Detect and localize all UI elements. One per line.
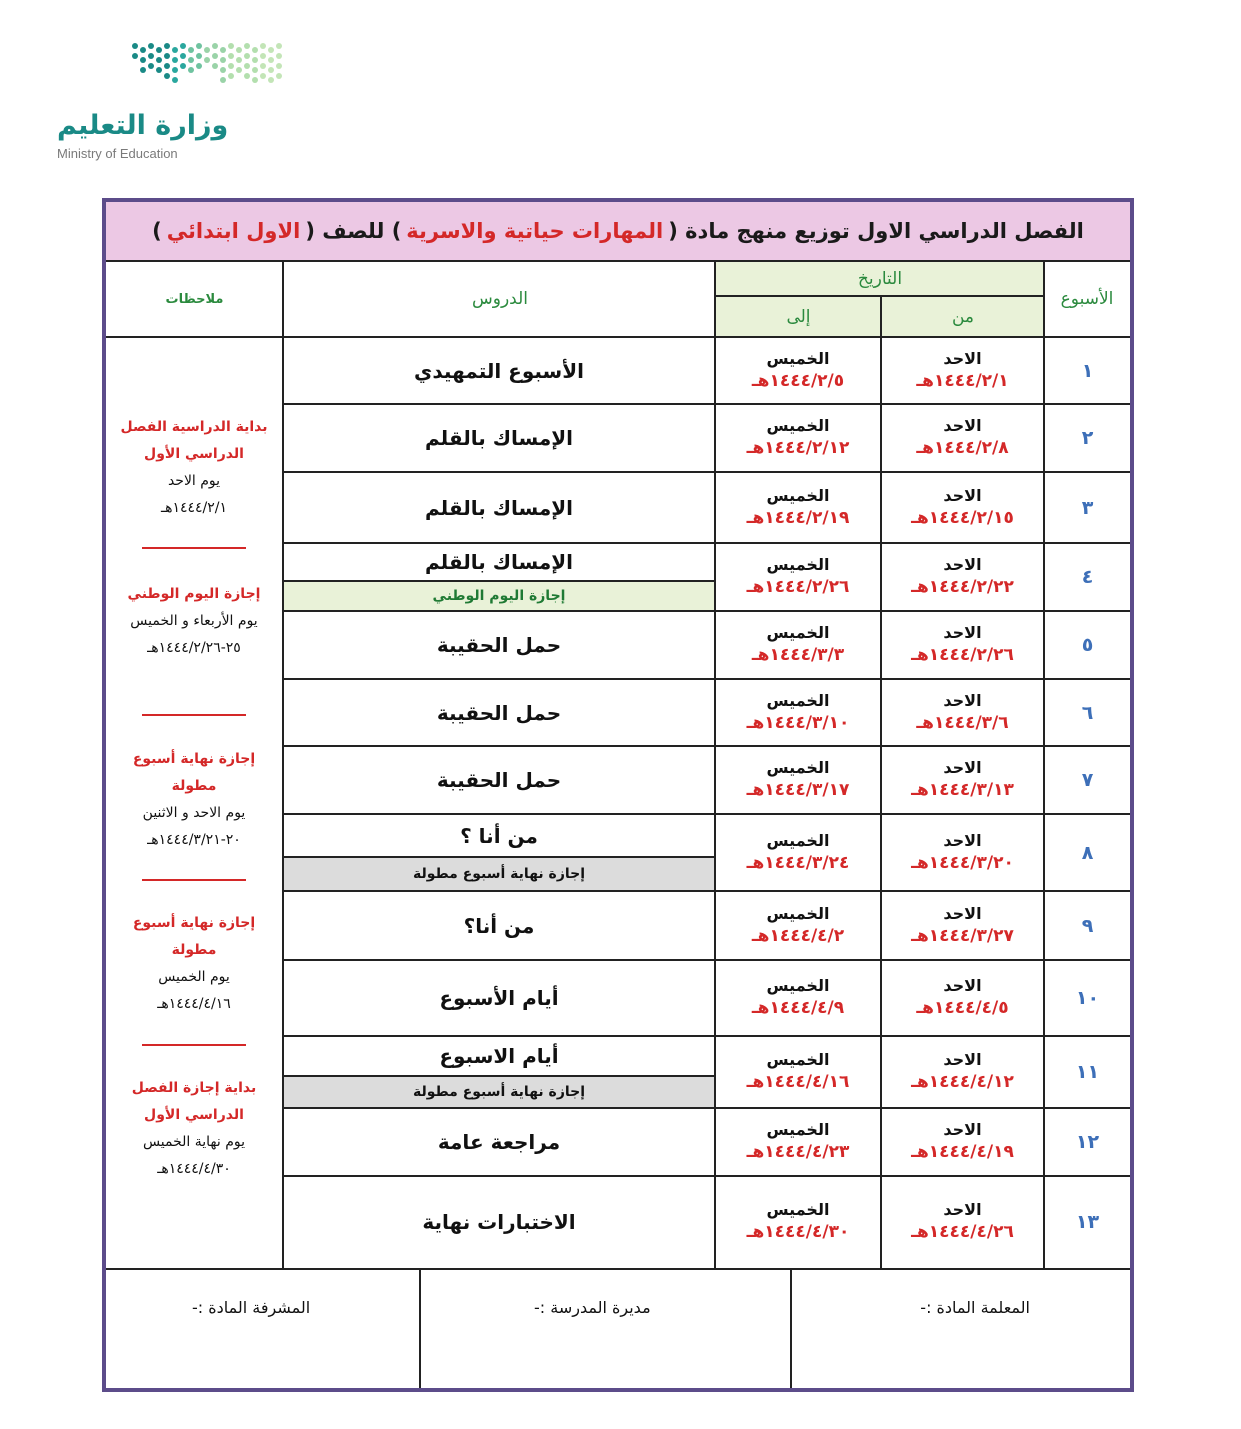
logo-dot (196, 63, 202, 69)
note-block (112, 581, 276, 662)
to-date: ١٤٤٤/٢/٢٦هـ (746, 577, 850, 597)
from-date: ١٤٤٤/٤/٢٦هـ (911, 1222, 1014, 1242)
from-day: الاحد (943, 555, 982, 574)
date-header-line (716, 295, 1044, 297)
to-date: ١٤٤٤/٣/٢٤هـ (746, 852, 850, 873)
to-date-cell (716, 746, 880, 814)
lesson-title: الأسبوع التمهيدي (414, 359, 584, 383)
from-date-cell (882, 960, 1043, 1036)
to-date-cell (716, 611, 880, 679)
from-date-cell (882, 1108, 1043, 1176)
note-detail: يوم الاحد (167, 473, 221, 489)
week-number: ٣ (1081, 496, 1094, 519)
week-number: ٦ (1081, 701, 1094, 724)
week-number: ٢ (1081, 427, 1094, 449)
lesson-title: الإمساك بالقلم (424, 495, 574, 520)
logo-dot (140, 67, 146, 73)
to-date: ١٤٤٤/٣/٣هـ (751, 645, 845, 665)
to-day: الخميس (766, 690, 830, 710)
to-date: ١٤٤٤/٤/٢٣هـ (746, 1142, 850, 1162)
to-date: ١٤٤٤/٢/١٢هـ (746, 438, 850, 458)
from-date: ١٤٤٤/٣/٦هـ (916, 712, 1009, 733)
from-date-cell (882, 338, 1043, 404)
from-day: الاحد (943, 349, 982, 368)
logo-dot (276, 53, 282, 59)
logo-dot (268, 77, 274, 83)
from-day: الاحد (943, 690, 982, 710)
lesson-title: الإمساك بالقلم (424, 426, 574, 450)
week-number: ١٣ (1075, 1211, 1100, 1233)
from-day: الاحد (943, 416, 982, 435)
logo-dot (220, 77, 226, 83)
note-detail: يوم نهاية الخميس (142, 1134, 246, 1150)
logo-dot (244, 63, 250, 69)
from-day: الاحد (943, 1200, 982, 1219)
header-lessons: الدروس (472, 289, 528, 309)
note-title: إجازة نهاية أسبوع مطولة (132, 751, 256, 794)
from-date-cell (882, 1036, 1043, 1108)
to-date-cell (716, 679, 880, 746)
week-number: ١ (1081, 360, 1094, 382)
header-week: الأسبوع (1060, 289, 1114, 309)
logo-dot (180, 63, 186, 69)
logo-dot (220, 57, 226, 63)
logo-dot (156, 67, 162, 73)
from-day: الاحد (943, 903, 982, 923)
week-number: ٥ (1081, 634, 1094, 656)
logo-dot (156, 47, 162, 53)
page-title (106, 202, 1130, 262)
logo-dot (204, 57, 210, 63)
from-date: ١٤٤٤/٣/١٣هـ (911, 780, 1014, 800)
lesson-title: من أنا؟ (463, 913, 535, 938)
logo-dot (228, 53, 234, 59)
note-detail: يوم الخميس (158, 969, 230, 985)
to-day: الخميس (766, 758, 830, 777)
to-date: ١٤٤٤/٤/٢هـ (751, 925, 845, 946)
from-date: ١٤٤٤/٢/٢٢هـ (911, 577, 1014, 597)
to-date: ١٤٤٤/٤/٣٠هـ (746, 1222, 850, 1242)
week-number: ٩ (1081, 914, 1094, 937)
note-detail: ١٤٤٤/٤/٣٠هـ (157, 1161, 231, 1177)
logo-dot (212, 63, 218, 69)
note-detail: ٢٥-١٤٤٤/٢/٢٦هـ (147, 640, 241, 656)
logo-dot (212, 53, 218, 59)
header-notes: ملاحظات (165, 291, 224, 307)
to-date-cell (716, 814, 880, 891)
from-day: الاحد (943, 623, 982, 642)
title-grade: الاول ابتدائي (166, 219, 301, 243)
header-from: من (882, 297, 1044, 336)
logo-dot (252, 67, 258, 73)
logo-dot (236, 47, 242, 53)
to-day: الخميس (766, 1120, 830, 1139)
note-separator (142, 879, 246, 881)
principal-signature: مديرة المدرسة :- (534, 1298, 651, 1317)
to-date-cell (716, 543, 880, 611)
logo-dot (228, 73, 234, 79)
logo-dot (132, 53, 138, 59)
title-text-1: الفصل الدراسي الاول توزيع منهج مادة ( (668, 219, 1084, 243)
week-number: ١٠ (1075, 987, 1100, 1009)
logo-dot (212, 43, 218, 49)
lesson-title: حمل الحقيبة (436, 700, 562, 725)
logo-dot (188, 67, 194, 73)
logo-dot (172, 67, 178, 73)
note-title: بداية الدراسية الفصل الدراسي الأول (120, 419, 268, 462)
logo-dot (132, 43, 138, 49)
week-number: ٤ (1081, 566, 1094, 588)
note-detail: يوم الأربعاء و الخميس (130, 613, 258, 629)
week-number: ٧ (1081, 769, 1094, 791)
logo-dot (244, 53, 250, 59)
to-date: ١٤٤٤/٣/١٧هـ (746, 780, 850, 800)
from-date: ١٤٤٤/٤/٥هـ (916, 998, 1009, 1018)
ministry-logo (55, 38, 295, 168)
to-date-cell (716, 1108, 880, 1176)
logo-dot (260, 73, 266, 79)
note-separator (142, 714, 246, 716)
table-bottom-line (106, 1268, 1130, 1270)
teacher-signature: المعلمة المادة :- (920, 1298, 1030, 1317)
to-day: الخميس (766, 903, 830, 923)
logo-dot (188, 57, 194, 63)
to-date-cell (716, 1036, 880, 1108)
logo-dot (172, 57, 178, 63)
to-date: ١٤٤٤/٤/٩هـ (751, 998, 845, 1018)
from-date-cell (882, 611, 1043, 679)
lesson-title: أيام الاسبوع (439, 1044, 559, 1068)
logo-dot (252, 57, 258, 63)
from-date: ١٤٤٤/٤/١٩هـ (911, 1142, 1014, 1162)
to-date: ١٤٤٤/٢/١٩هـ (746, 507, 850, 528)
lesson-split-line (284, 1075, 714, 1077)
logo-dot (140, 47, 146, 53)
note-block (112, 910, 276, 1018)
header-to: إلى (716, 297, 881, 336)
logo-dot (244, 73, 250, 79)
lesson-split-line (284, 580, 714, 582)
logo-dot (164, 43, 170, 49)
logo-dot (196, 43, 202, 49)
from-date: ١٤٤٤/٢/١هـ (916, 371, 1009, 391)
week-number: ١٢ (1075, 1131, 1100, 1153)
logo-dot (268, 47, 274, 53)
from-date-cell (882, 543, 1043, 611)
note-title: إجازة اليوم الوطني (127, 586, 261, 602)
logo-dot (156, 57, 162, 63)
note-detail: ١٤٤٤/٤/١٦هـ (157, 996, 231, 1012)
logo-dot (164, 63, 170, 69)
lesson-holiday-note: إجازة نهاية أسبوع مطولة (284, 857, 714, 891)
note-separator (142, 547, 246, 549)
logo-dot (260, 43, 266, 49)
logo-dot (148, 43, 154, 49)
logo-dot (204, 47, 210, 53)
from-date: ١٤٤٤/٤/١٢هـ (911, 1072, 1014, 1092)
curriculum-table (102, 198, 1134, 1392)
sig-divider-1 (419, 1270, 421, 1388)
lesson-holiday-note: إجازة نهاية أسبوع مطولة (284, 1076, 714, 1108)
to-day: الخميس (766, 1200, 830, 1219)
from-day: الاحد (943, 830, 982, 850)
to-day: الخميس (766, 555, 830, 574)
note-block (112, 414, 276, 522)
to-day: الخميس (766, 623, 830, 642)
logo-dot (268, 67, 274, 73)
logo-dot (180, 53, 186, 59)
lesson-title: حمل الحقيبة (436, 768, 562, 792)
from-day: الاحد (943, 485, 982, 505)
note-title: إجازة نهاية أسبوع مطولة (132, 915, 256, 958)
logo-dot (236, 67, 242, 73)
sig-divider-2 (790, 1270, 792, 1388)
from-day: الاحد (943, 758, 982, 777)
supervisor-signature: المشرفة المادة :- (192, 1298, 311, 1317)
title-text-2: ) للصف ( (305, 219, 402, 243)
from-date: ١٤٤٤/٢/١٥هـ (911, 507, 1014, 528)
lesson-title: الاختبارات نهاية (422, 1210, 576, 1234)
logo-dots-icon (55, 38, 295, 108)
logo-dot (228, 43, 234, 49)
note-block (112, 1075, 276, 1183)
note-detail: يوم الاحد و الاثنين (142, 805, 246, 821)
logo-dot (268, 57, 274, 63)
week-number: ١١ (1075, 1061, 1100, 1083)
header-date: التاريخ (716, 262, 1044, 296)
logo-dot (276, 73, 282, 79)
to-day: الخميس (766, 485, 830, 505)
logo-dot (260, 53, 266, 59)
lesson-holiday-note: إجازة اليوم الوطني (284, 581, 714, 611)
from-day: الاحد (943, 1050, 982, 1069)
logo-dot (228, 63, 234, 69)
to-day: الخميس (766, 349, 830, 368)
note-separator (142, 1044, 246, 1046)
logo-dot (252, 77, 258, 83)
to-day: الخميس (766, 830, 830, 850)
logo-dot (196, 53, 202, 59)
logo-dot (252, 47, 258, 53)
lesson-title: أيام الأسبوع (439, 986, 559, 1010)
note-detail: ٢٠-١٤٤٤/٣/٢١هـ (147, 832, 241, 848)
logo-dot (276, 43, 282, 49)
to-date-cell (716, 891, 880, 960)
logo-dot (140, 57, 146, 63)
title-subject: المهارات حياتية والاسرية (406, 219, 664, 243)
logo-dot (260, 63, 266, 69)
note-detail: ١٤٤٤/٢/١هـ (160, 500, 228, 516)
logo-dot (276, 63, 282, 69)
from-date-cell (882, 746, 1043, 814)
lesson-title: الإمساك بالقلم (424, 550, 574, 574)
to-date-cell (716, 338, 880, 404)
logo-dot (164, 53, 170, 59)
to-date-cell (716, 404, 880, 472)
from-date: ١٤٤٤/٢/٢٦هـ (911, 645, 1014, 665)
from-date: ١٤٤٤/٢/٨هـ (916, 438, 1009, 458)
from-day: الاحد (943, 1120, 982, 1139)
from-date-cell (882, 814, 1043, 891)
from-day: الاحد (943, 976, 982, 995)
logo-dot (220, 67, 226, 73)
logo-dot (220, 47, 226, 53)
logo-dot (180, 43, 186, 49)
from-date-cell (882, 891, 1043, 960)
note-block (112, 746, 276, 854)
to-date-cell (716, 1176, 880, 1268)
to-day: الخميس (766, 1050, 830, 1069)
logo-english-text: Ministry of Education (57, 146, 178, 161)
logo-dot (148, 53, 154, 59)
logo-dot (148, 63, 154, 69)
logo-dot (164, 73, 170, 79)
from-date: ١٤٤٤/٣/٢٧هـ (911, 925, 1014, 946)
from-date: ١٤٤٤/٣/٢٠هـ (911, 852, 1014, 873)
logo-dot (236, 57, 242, 63)
lesson-title: من أنا ؟ (460, 823, 538, 848)
to-date: ١٤٤٤/٢/٥هـ (751, 371, 845, 391)
logo-dot (244, 43, 250, 49)
lesson-split-line (284, 856, 714, 858)
title-text-3: ) (152, 219, 162, 243)
logo-dot (188, 47, 194, 53)
to-day: الخميس (766, 416, 830, 435)
from-date-cell (882, 1176, 1043, 1268)
to-date: ١٤٤٤/٣/١٠هـ (746, 712, 850, 733)
to-date-cell (716, 960, 880, 1036)
to-date: ١٤٤٤/٤/١٦هـ (746, 1072, 850, 1092)
to-day: الخميس (766, 976, 830, 995)
week-number: ٨ (1081, 841, 1094, 864)
lesson-title: مراجعة عامة (437, 1130, 561, 1154)
logo-dot (172, 77, 178, 83)
from-date-cell (882, 679, 1043, 746)
from-date-cell (882, 472, 1043, 543)
from-date-cell (882, 404, 1043, 472)
logo-dot (172, 47, 178, 53)
logo-arabic-text: وزارة التعليم (57, 110, 229, 141)
lesson-title: حمل الحقيبة (436, 633, 562, 657)
to-date-cell (716, 472, 880, 543)
note-title: بداية إجازة الفصل الدراسي الأول (131, 1080, 257, 1123)
